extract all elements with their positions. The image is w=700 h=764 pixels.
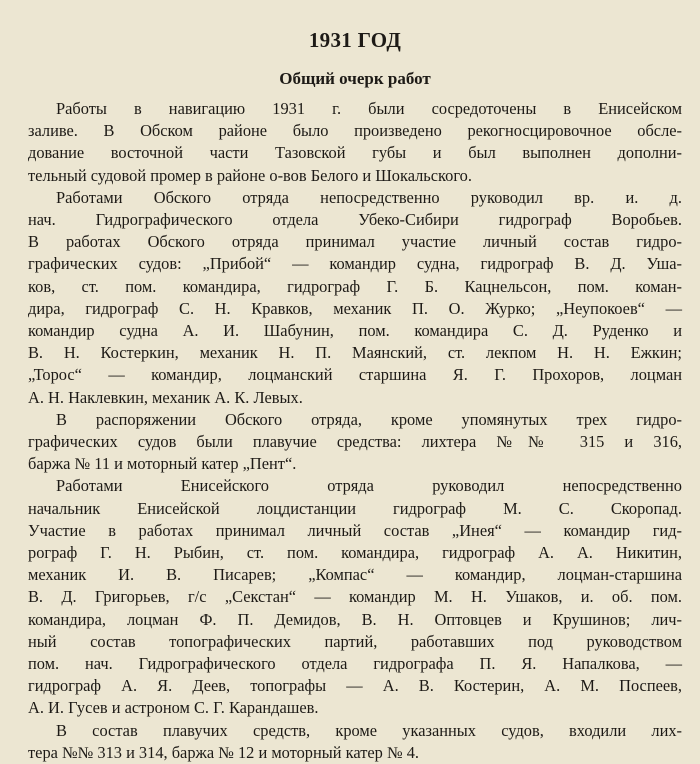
text-line: В. Н. Костеркин, механик Н. П. Маянский, ст. лекпом Н. Н. Ежкин; — [28, 343, 682, 363]
text-line: пом. нач. Гидрографического отдела гидрографа П. Я. Напалкова, — — [28, 654, 682, 674]
paragraph — [28, 409, 682, 476]
text-line: В распоряжении Обского отряда, кроме упомянутых трех гидро- — [56, 409, 682, 429]
text-line: А. И. Гусев и астроном С. Г. Карандашев. — [28, 698, 319, 718]
text-line: В работах Обского отряда принимал участие личный состав гидро- — [28, 232, 682, 252]
page-title: 1931 ГОД — [308, 28, 402, 52]
text-line: заливе. В Обском районе было произведено рекогносцировочное обсле- — [28, 121, 682, 141]
text-line: ков, ст. пом. командира, гидрограф Г. Б. Кацнельсон, пом. коман- — [28, 276, 682, 296]
text-line: Работы в навигацию 1931 г. были сосредоточены в Енисейском — [56, 99, 682, 118]
body-text — [28, 98, 682, 764]
text-line: В. Д. Григорьев, г/с „Секстан“ — командир М. Н. Ушаков, и. об. пом. — [28, 587, 682, 607]
paragraph — [28, 475, 682, 719]
text-line: нач. Гидрографического отдела Убеко-Сибири гидрограф Воробьев. — [28, 210, 682, 230]
text-line: командир судна А. И. Шабунин, пом. командира С. Д. Руденко и — [28, 321, 682, 341]
text-line: Участие в работах принимал личный состав „Инея“ — командир гид- — [28, 520, 682, 540]
section-title: Общий очерк работ — [279, 69, 431, 88]
paragraph — [28, 720, 682, 764]
text-line: тельный судовой промер в районе о-вов Белого и Шокальского. — [28, 165, 472, 185]
text-line: тера №№ 313 и 314, баржа № 12 и моторный катер № 4. — [28, 742, 419, 762]
paragraph — [28, 98, 682, 187]
text-line: графических судов: „Прибой“ — командир судна, гидрограф В. Д. Уша- — [28, 254, 682, 274]
text-line: Работами Енисейского отряда руководил непосредственно — [56, 476, 682, 496]
text-line: А. Н. Наклевкин, механик А. К. Левых. — [28, 387, 303, 407]
text-line: рограф Г. Н. Рыбин, ст. пом. командира, гидрограф А. А. Никитин, — [28, 543, 682, 563]
text-line: дира, гидрограф С. Н. Кравков, механик П. О. Журко; „Неупокоев“ — — [28, 298, 682, 318]
text-line: командира, лоцман Ф. П. Демидов, В. Н. Оптовцев и Крушинов; лич- — [28, 609, 682, 629]
text-line: ный состав топографических партий, работавших под руководством — [28, 631, 682, 651]
paragraph — [28, 187, 682, 409]
text-line: механик И. В. Писарев; „Компас“ — командир, лоцман-старшина — [28, 565, 682, 585]
text-line: „Торос“ — командир, лоцманский старшина Я. Г. Прохоров, лоцман — [28, 365, 682, 385]
text-line: графических судов были плавучие средства: лихтера №№ 315 и 316, — [28, 432, 682, 452]
text-line: дование восточной части Тазовской губы и был выполнен дополни- — [28, 143, 682, 163]
text-line: баржа № 11 и моторный катер „Пент“. — [28, 454, 297, 474]
text-line: гидрограф А. Я. Деев, топографы — А. В. Костерин, А. М. Поспеев, — [28, 676, 682, 696]
text-line: Работами Обского отряда непосредственно руководил вр. и. д. — [56, 187, 682, 207]
text-line: В состав плавучих средств, кроме указанных судов, входили лих- — [56, 720, 682, 740]
text-line: начальник Енисейской лоцдистанции гидрограф М. С. Скоропад. — [28, 498, 682, 518]
